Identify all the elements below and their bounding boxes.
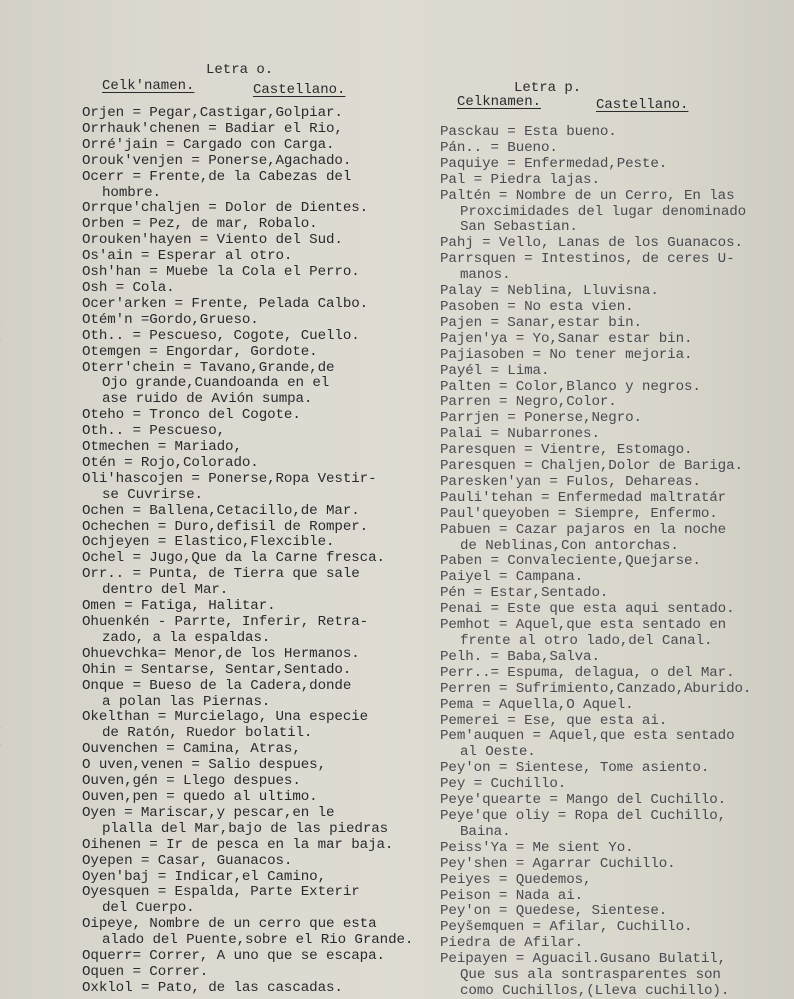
dictionary-entry [82, 949, 444, 965]
dictionary-entry [82, 249, 444, 265]
dictionary-entry [440, 904, 794, 920]
dictionary-entry [82, 265, 444, 281]
dictionary-entry [82, 790, 444, 806]
entry-line: Pauli'tehan = Enfermedad maltratár [440, 489, 727, 506]
dictionary-entry [440, 380, 794, 396]
dictionary-entry [82, 361, 444, 409]
entry-continuation-line: hombre. [102, 184, 161, 201]
dictionary-entry [82, 154, 444, 170]
entry-line: Pemerei = Ese, que esta ai. [440, 712, 668, 729]
entry-line: Palay = Neblina, Lluvisna. [440, 283, 659, 300]
entry-line: Otém'n =Gordo,Grueso. [82, 311, 259, 328]
entry-line: Osh'han = Muebe la Cola el Perro. [82, 264, 360, 281]
entry-line: Ohuenkén - Parrte, Inferir, Retra- [82, 614, 369, 630]
entry-continuation-line: frente al otro lado,del Canal. [460, 633, 713, 649]
dictionary-entry [82, 472, 444, 504]
entry-line: Pey'shen = Agarrar Cuchillo. [440, 855, 676, 872]
entry-line: Perren = Sufrimiento,Canzado,Aburido. [440, 680, 752, 697]
entry-line: Oxklol = Pato, de las cascadas. [82, 979, 343, 996]
dictionary-entry [440, 714, 794, 730]
entry-line: Paul'queyoben = Siempre, Enfermo. [440, 505, 718, 522]
dictionary-entry [440, 729, 794, 761]
dictionary-entry [82, 870, 444, 886]
entry-line: Pey'on = Quedese, Sientese. [440, 903, 668, 920]
dictionary-entry [440, 873, 794, 889]
dictionary-entry [82, 281, 444, 297]
entry-line: Ouvenchen = Camina, Atras, [82, 741, 301, 758]
dictionary-entry [82, 504, 444, 520]
entry-line: Parrjen = Ponerse,Negro. [440, 410, 642, 427]
entry-line: Pemhot = Aquel,que esta sentado en [440, 617, 727, 634]
entry-line: Peye'quearte = Mango del Cuchillo. [440, 792, 727, 809]
dictionary-entry [440, 809, 794, 841]
entry-line: Pahj = Vello, Lanas de los Guanacos. [440, 235, 743, 252]
dictionary-entry [440, 491, 794, 507]
entry-line: Orrque'chaljen = Dolor de Dientes. [82, 200, 369, 217]
dictionary-entry [82, 233, 444, 249]
dictionary-entry [440, 523, 794, 555]
entry-line: Pén = Estar,Sentado. [440, 585, 609, 602]
entry-line: Perr..= Espuma, delagua, o del Mar. [440, 664, 735, 681]
entry-line: Otemgen = Engordar, Gordote. [82, 343, 318, 360]
entry-continuation-line: Ojo grande,Cuandoanda en el [102, 375, 330, 392]
dictionary-entry [82, 599, 444, 615]
entry-continuation-line: plalla del Mar,bajo de las piedras [102, 820, 389, 837]
entry-line: Peye'que oliy = Ropa del Cuchillo, [440, 807, 727, 824]
entry-continuation-line: Que sus ala sontrasparentes son [460, 967, 721, 984]
entry-line: Peyšemquen = Afilar, Cuchillo. [440, 919, 693, 936]
entry-line: Payél = Lima. [440, 362, 550, 379]
dictionary-entry [82, 313, 444, 329]
entry-line: Orr.. = Punta, de Tierra que sale [82, 566, 360, 583]
entry-line: Oterr'chein = Tavano,Grande,de [82, 359, 335, 376]
dictionary-entry [440, 889, 794, 905]
dictionary-entry [82, 329, 444, 345]
dictionary-entry [440, 157, 794, 173]
entry-line: Orré'jain = Cargado con Carga. [82, 136, 335, 153]
entry-list [440, 125, 794, 999]
entry-line: Paquiye = Enfermedad,Peste. [440, 155, 668, 172]
dictionary-entry [440, 475, 794, 491]
entry-continuation-line: al Oeste. [460, 744, 536, 761]
dictionary-entry [82, 201, 444, 217]
binder-hole-mark [0, 727, 10, 745]
column-header-celknamen: Celknamen. [457, 94, 542, 110]
entry-line: O uven,venen = Salio despues, [82, 757, 327, 774]
entry-line: Ochel = Jugo,Que da la Carne fresca. [82, 550, 385, 567]
dictionary-entry [440, 936, 794, 952]
dictionary-entry [440, 443, 794, 459]
dictionary-entry [440, 570, 794, 586]
entry-line: Pelh. = Baba,Salva. [440, 648, 600, 665]
dictionary-entry [82, 647, 444, 663]
entry-line: Peison = Nada ai. [440, 887, 584, 904]
dictionary-entry [82, 297, 444, 313]
entry-line: Paresquen = Vientre, Estomago. [440, 442, 693, 459]
entry-line: Orben = Pez, de mar, Robalo. [82, 216, 318, 233]
dictionary-entry [82, 424, 444, 440]
entry-line: Onque = Bueso de la Cadera,donde [82, 677, 352, 694]
dictionary-entry [440, 920, 794, 936]
entry-line: Os'ain = Esperar al otro. [82, 248, 293, 265]
dictionary-entry [440, 189, 794, 237]
dictionary-entry [440, 348, 794, 364]
dictionary-entry [82, 679, 444, 711]
entry-line: Ochjeyen = Elastico,Flexcible. [82, 534, 335, 551]
entry-line: Ohin = Sentarse, Sentar,Sentado. [82, 661, 352, 678]
entry-line: Oihenen = Ir de pesca en la mar baja. [82, 836, 394, 853]
entry-line: Pajiasoben = No tener mejoria. [440, 346, 693, 363]
dictionary-entry [440, 427, 794, 443]
entry-line: Parrsquen = Intestinos, de ceres U- [440, 251, 735, 268]
entry-line: Ochen = Ballena,Cetacillo,de Mar. [82, 502, 360, 519]
entry-line: Oteho = Tronco del Cogote. [82, 407, 301, 424]
entry-line: Paresquen = Chaljen,Dolor de Bariga. [440, 458, 743, 475]
entry-line: Ocerr = Frente,de la Cabezas del [82, 168, 352, 185]
dictionary-entry [440, 252, 794, 284]
entry-line: Orouken'hayen = Viento del Sud. [82, 232, 343, 249]
entry-line: Oyen'baj = Indicar,el Camino, [82, 868, 327, 885]
entry-line: Oquerr= Correr, A uno que se escapa. [82, 948, 385, 965]
dictionary-entry [440, 650, 794, 666]
entry-line: Otmechen = Mariado, [82, 439, 242, 456]
entry-line: Pabuen = Cazar pajaros en la noche [440, 521, 727, 538]
dictionary-entry [440, 125, 794, 141]
entry-line: Pajen = Sanar,estar bin. [440, 314, 642, 331]
dictionary-entry [82, 551, 444, 567]
dictionary-entry [440, 857, 794, 873]
entry-continuation-line: zado, a la espaldas. [102, 629, 271, 646]
dictionary-entry [82, 774, 444, 790]
entry-line: Palten = Color,Blanco y negros. [440, 378, 701, 395]
entry-line: Pán.. = Bueno. [440, 139, 558, 156]
entry-line: Paben = Convaleciente,Quejarse. [440, 553, 701, 570]
dictionary-entry [82, 535, 444, 551]
dictionary-entry [440, 586, 794, 602]
dictionary-entry [82, 615, 444, 647]
dictionary-entry [440, 793, 794, 809]
entry-continuation-line: de Ratón, Ruedor bolatil. [102, 725, 313, 742]
dictionary-entry [440, 316, 794, 332]
dictionary-entry [82, 742, 444, 758]
dictionary-entry [440, 618, 794, 650]
entry-line: Orouk'venjen = Ponerse,Agachado. [82, 152, 352, 169]
dictionary-entry [82, 408, 444, 424]
entry-line: Orrhauk'chenen = Badiar el Rio, [82, 120, 343, 137]
entry-line: Oth.. = Pescueso, [82, 423, 226, 440]
dictionary-entry [440, 395, 794, 411]
column-header-castellano: Castellano. [596, 97, 689, 113]
column-header-castellano: Castellano. [253, 82, 346, 98]
entry-line: Pal = Piedra lajas. [440, 171, 600, 188]
entry-continuation-line: de Neblinas,Con antorchas. [460, 537, 679, 554]
dictionary-entry [82, 520, 444, 536]
dictionary-entry [440, 777, 794, 793]
entry-continuation-line: dentro del Mar. [102, 582, 229, 599]
dictionary-entry [440, 698, 794, 714]
entry-continuation-line: manos. [460, 267, 511, 284]
entry-continuation-line: alado del Puente,sobre el Rio Grande. [102, 932, 414, 949]
dictionary-entry [82, 345, 444, 361]
dictionary-entry [82, 917, 444, 949]
dictionary-entry [82, 122, 444, 138]
entry-line: Ohuevchka= Menor,de los Hermanos. [82, 645, 360, 662]
entry-continuation-line: del Cuerpo. [102, 900, 195, 917]
column-header-celknamen: Celk'namen. [102, 78, 195, 94]
entry-line: Omen = Fatiga, Halitar. [82, 598, 276, 615]
dictionary-entry [82, 663, 444, 679]
entry-line: Ouven,gén = Llego despues. [82, 773, 301, 790]
dictionary-entry [82, 758, 444, 774]
entry-continuation-line: se Cuvrirse. [102, 486, 203, 503]
entry-continuation-line: a polan las Piernas. [102, 693, 271, 710]
entry-line: Parren = Negro,Color. [440, 394, 617, 411]
entry-continuation-line: Proxcimidades del lugar denominado [460, 203, 747, 220]
entry-line: Okelthan = Murcielago, Una especie [82, 709, 369, 726]
dictionary-entry [82, 138, 444, 154]
entry-line: Oyesquen = Espalda, Parte Exterir [82, 884, 360, 901]
dictionary-entry [440, 236, 794, 252]
entry-line: Osh = Cola. [82, 279, 175, 296]
entry-line: Penai = Este que esta aqui sentado. [440, 601, 735, 618]
entry-line: Pema = Aquella,O Aquel. [440, 696, 634, 713]
entry-line: Orjen = Pegar,Castigar,Golpiar. [82, 105, 343, 121]
dictionary-entry [82, 106, 444, 122]
entry-line: Oth.. = Pescueso, Cogote, Cuello. [82, 327, 360, 344]
entry-line: Pey = Cuchillo. [440, 776, 567, 793]
dictionary-entry [82, 981, 444, 997]
dictionary-entry [440, 507, 794, 523]
entry-line: Oli'hascojen = Ponerse,Ropa Vestir- [82, 470, 377, 487]
entry-line: Peipayen = Aguacil.Gusano Bulatil, [440, 951, 727, 968]
entry-line: Pajen'ya = Yo,Sanar estar bin. [440, 330, 693, 347]
dictionary-entry [82, 806, 444, 838]
entry-line: Paresken'yan = Fulos, Dehareas. [440, 473, 701, 490]
dictionary-entry [440, 602, 794, 618]
entry-line: Pem'auquen = Aquel,que esta sentado [440, 728, 735, 745]
dictionary-entry [440, 173, 794, 189]
entry-line: Pey'on = Sientese, Tome asiento. [440, 760, 710, 777]
entry-line: Ouven,pen = quedo al ultimo. [82, 788, 318, 805]
dictionary-entry [82, 440, 444, 456]
dictionary-entry [440, 284, 794, 300]
dictionary-entry [440, 459, 794, 475]
dictionary-entry [82, 567, 444, 599]
dictionary-entry [82, 710, 444, 742]
dictionary-entry [82, 838, 444, 854]
entry-list [82, 106, 444, 997]
entry-line: Paltén = Nombre de un Cerro, En las [440, 187, 735, 204]
entry-line: Oyen = Mariscar,y pescar,en le [82, 804, 335, 821]
entry-line: Oyepen = Casar, Guanacos. [82, 852, 293, 869]
dictionary-entry [82, 854, 444, 870]
dictionary-entry [440, 761, 794, 777]
entry-line: Paiyel = Campana. [440, 569, 584, 586]
dictionary-entry [82, 217, 444, 233]
dictionary-entry [440, 952, 794, 999]
entry-line: Ochechen = Duro,defisil de Romper. [82, 518, 369, 535]
entry-continuation-line: ase ruido de Avión sumpa. [102, 391, 313, 408]
entry-line: Otén = Rojo,Colorado. [82, 454, 259, 471]
entry-line: Peiyes = Quedemos, [440, 871, 592, 888]
entry-line: Oquen = Correr. [82, 963, 209, 980]
dictionary-entry [82, 965, 444, 981]
dictionary-entry [82, 456, 444, 472]
dictionary-entry [440, 364, 794, 380]
dictionary-entry [440, 332, 794, 348]
entry-line: Pasckau = Esta bueno. [440, 124, 617, 140]
entry-line: Palai = Nubarrones. [440, 426, 600, 443]
column-heading: Letra o. [206, 62, 274, 78]
entry-line: Ocer'arken = Frente, Pelada Calbo. [82, 295, 369, 312]
dictionary-entry [440, 841, 794, 857]
dictionary-entry [82, 170, 444, 202]
entry-line: Pasoben = No esta vien. [440, 298, 634, 315]
entry-line: Oipeye, Nombre de un cerro que esta [82, 916, 377, 933]
binder-hole-mark [0, 322, 10, 340]
entry-continuation-line: San Sebastian. [460, 219, 578, 236]
dictionary-entry [440, 554, 794, 570]
dictionary-entry [440, 682, 794, 698]
entry-line: Peiss'Ya = Me sient Yo. [440, 839, 634, 856]
dictionary-entry [440, 666, 794, 682]
entry-continuation-line: Baina. [460, 823, 511, 840]
entry-line: Piedra de Afilar. [440, 935, 584, 952]
entry-continuation-line: como Cuchillos,(Lleva cuchillo). [460, 982, 730, 999]
column-heading: Letra p. [514, 80, 582, 96]
dictionary-entry [82, 885, 444, 917]
dictionary-entry [440, 300, 794, 316]
dictionary-entry [440, 141, 794, 157]
dictionary-entry [440, 411, 794, 427]
